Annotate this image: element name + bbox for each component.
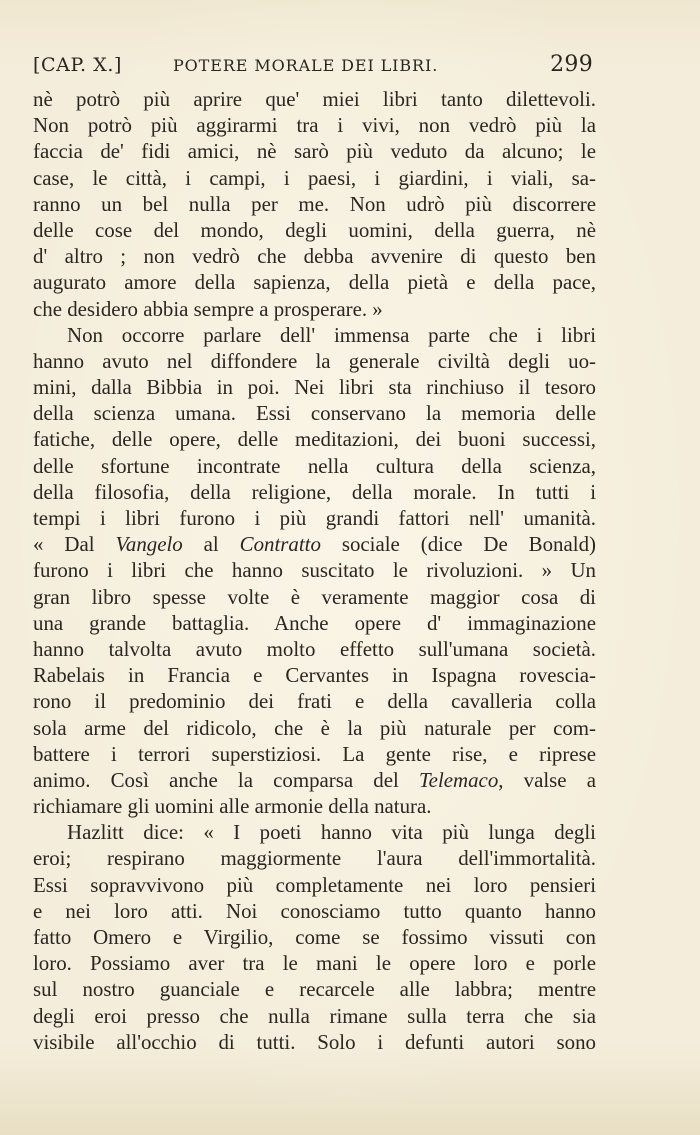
text-line: d' altro ; non vedrò che debba avvenire di questo ben	[33, 244, 596, 269]
text-line-with-italics	[33, 767, 596, 793]
text-line: augurato amore della sapienza, della pietà e della pace,	[33, 270, 596, 295]
text-line: faccia de' fidi amici, nè sarò più veduto da alcuno; le	[33, 139, 596, 164]
chapter-label: [CAP. X.]	[33, 54, 123, 76]
text-line-with-italics	[33, 531, 596, 557]
text-line: ranno un bel nulla per me. Non udrò più discorrere	[33, 191, 596, 216]
text-line: furono i libri che hanno suscitato le rivoluzioni. » Un	[33, 558, 596, 583]
text-line: Rabelais in Francia e Cervantes in Ispagna rovescia-	[33, 663, 596, 688]
text-line: sul nostro guanciale e recarcele alle labbra; mentre	[33, 977, 596, 1002]
text-line: che desidero abbia sempre a prosperare. »	[33, 296, 383, 321]
text-line: nè potrò più aprire que' miei libri tanto dilettevoli.	[33, 87, 596, 111]
text-line: delle sfortune incontrate nella cultura della scienza,	[33, 453, 596, 478]
text-segment: sociale (dice De Bonald)	[320, 532, 596, 557]
running-title: POTERE MORALE DEI LIBRI.	[173, 56, 439, 75]
text-line: hanno talvolta avuto molto effetto sull'umana società.	[33, 636, 596, 661]
text-line: una grande battaglia. Anche opere d' immaginazione	[33, 610, 596, 635]
text-line: Non occorre parlare dell' immensa parte che i libri	[67, 322, 596, 347]
text-line: fatiche, delle opere, delle meditazioni, dei buoni successi,	[33, 427, 596, 452]
text-line: hanno avuto nel diffondere la generale civiltà degli uo-	[33, 348, 596, 373]
italic-title-telemaco: Telemaco	[418, 767, 499, 792]
text-line: rono il predominio dei frati e della cavalleria colla	[33, 689, 596, 714]
text-segment: animo. Così anche la comparsa del	[33, 767, 419, 792]
text-line: visibile all'occhio di tutti. Solo i defunti autori sono	[33, 1029, 596, 1054]
text-line: Non potrò più aggirarmi tra i vivi, non vedrò più la	[33, 113, 596, 138]
text-line: case, le città, i campi, i paesi, i giardini, i viali, sa-	[33, 165, 596, 190]
text-line: richiamare gli uomini alle armonie della natura.	[33, 794, 432, 819]
text-line: e nei loro atti. Noi conosciamo tutto quanto hanno	[33, 898, 596, 923]
text-segment: al	[182, 532, 240, 557]
text-line: della filosofia, della religione, della morale. In tutti i	[33, 479, 596, 504]
text-line: mini, dalla Bibbia in poi. Nei libri sta rinchiuso il tesoro	[33, 375, 596, 400]
text-line: gran libro spesse volte è veramente maggior cosa di	[33, 584, 596, 609]
page-number: 299	[550, 52, 593, 77]
text-line: delle cose del mondo, degli uomini, della guerra, nè	[33, 217, 596, 242]
text-line: fatto Omero e Virgilio, come se fossimo vissuti con	[33, 925, 596, 949]
text-line: Essi sopravvivono più completamente nei loro pensieri	[33, 872, 596, 897]
text-line: degli eroi presso che nulla rimane sulla terra che sia	[33, 1003, 596, 1028]
text-line: tempi i libri furono i più grandi fattori nell' umanità.	[33, 506, 596, 530]
text-segment: , valse a	[498, 767, 596, 792]
text-line: Hazlitt dice: « I poeti hanno vita più lunga degli	[67, 820, 596, 845]
text-line: loro. Possiamo aver tra le mani le opere loro e porle	[33, 951, 596, 976]
italic-title-contratto: Contratto	[239, 532, 321, 557]
italic-title-vangelo: Vangelo	[115, 532, 183, 557]
body-text	[33, 86, 596, 1055]
text-line: sola arme del ridicolo, che è la più naturale per com-	[33, 715, 596, 740]
text-line: della scienza umana. Essi conservano la memoria delle	[33, 401, 596, 426]
text-segment: « Dal	[33, 532, 116, 557]
text-line: eroi; respirano maggiormente l'aura dell'immortalità.	[33, 846, 596, 871]
text-line: battere i terrori superstiziosi. La gente rise, e riprese	[33, 741, 596, 766]
page-header	[33, 50, 593, 84]
